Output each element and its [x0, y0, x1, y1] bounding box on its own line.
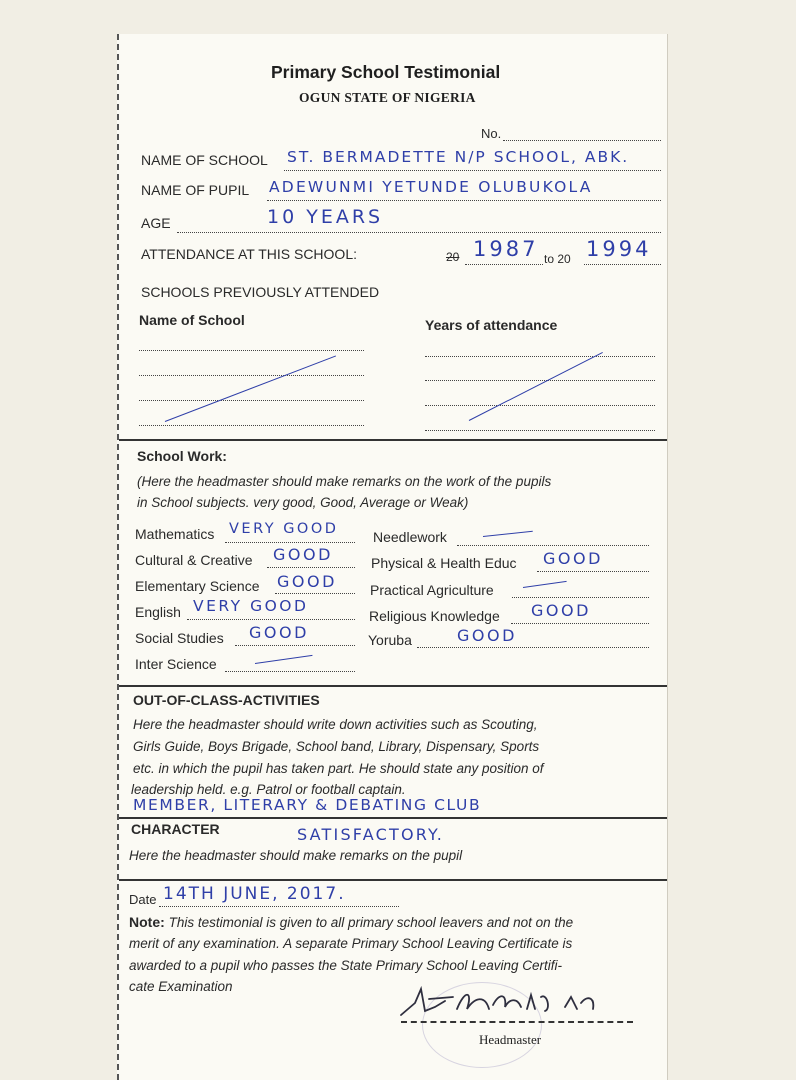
subject-social-studies-value: GOOD — [249, 623, 309, 642]
school-name-label: NAME OF SCHOOL — [141, 152, 268, 168]
previous-schools-heading: SCHOOLS PREVIOUSLY ATTENDED — [141, 284, 380, 300]
pupil-name-label: NAME OF PUPIL — [141, 182, 250, 198]
attendance-to-prefix: to 20 — [544, 252, 571, 266]
previous-years-line-2 — [425, 380, 655, 381]
school-work-instruction-2: in School subjects. very good, Good, Average or Weak) — [137, 495, 469, 510]
subject-inter-science-dash — [255, 655, 313, 664]
subject-agriculture-dash — [523, 581, 567, 588]
school-work-heading: School Work: — [137, 448, 227, 464]
school-work-instruction-1: (Here the headmaster should make remarks on the work of the pupils — [137, 474, 552, 489]
note-line-1: This testimonial is given to all primary school leavers and not on the — [168, 915, 574, 930]
activities-instruction-4: leadership held. e.g. Patrol or football captain. — [131, 782, 406, 797]
subject-elementary-science-value: GOOD — [277, 572, 337, 591]
attendance-to-value: 1994 — [586, 237, 652, 261]
previous-school-line-1 — [139, 350, 364, 351]
subject-english-label: English — [135, 604, 181, 620]
note-line-2: merit of any examination. A separate Primary School Leaving Certificate is — [129, 936, 573, 951]
date-value: 14TH JUNE, 2017. — [163, 884, 346, 904]
character-heading: CHARACTER — [131, 821, 220, 837]
subject-needlework-line — [457, 545, 649, 546]
subject-cultural-label: Cultural & Creative — [135, 552, 253, 568]
subject-inter-science-line — [225, 671, 355, 672]
attendance-from-prefix: 20 — [446, 250, 460, 264]
subject-elementary-science-label: Elementary Science — [135, 578, 260, 594]
school-name-line — [284, 170, 661, 171]
testimonial-card — [117, 34, 668, 1080]
subject-physical-label: Physical & Health Educ — [371, 555, 517, 571]
attendance-from-line — [465, 264, 543, 265]
subject-elementary-science-line — [275, 593, 355, 594]
previous-years-line-1 — [425, 356, 655, 357]
subject-english-value: VERY GOOD — [193, 597, 309, 615]
document-subtitle: OGUN STATE OF NIGERIA — [299, 90, 476, 105]
subject-mathematics-value: VERY GOOD — [229, 521, 339, 537]
activities-heading: OUT-OF-CLASS-ACTIVITIES — [133, 692, 320, 708]
age-value: 10 YEARS — [267, 206, 384, 228]
number-line — [503, 140, 661, 141]
signature-line — [401, 1021, 633, 1023]
age-label: AGE — [141, 215, 171, 231]
attendance-from-value: 1987 — [473, 237, 539, 261]
previous-school-line-4 — [139, 425, 364, 426]
attendance-label: ATTENDANCE AT THIS SCHOOL: — [141, 246, 358, 262]
headmaster-caption: Headmaster — [479, 1032, 542, 1047]
number-label: No. — [481, 126, 502, 141]
date-line — [159, 906, 399, 907]
subject-mathematics-line — [225, 542, 355, 543]
subject-agriculture-line — [512, 597, 649, 598]
previous-school-column: Name of School — [139, 312, 245, 328]
subject-yoruba-label: Yoruba — [368, 632, 412, 648]
activities-instruction-2: Girls Guide, Boys Brigade, School band, Library, Dispensary, Sports — [133, 739, 540, 754]
pupil-name-line — [267, 200, 661, 201]
note-line-3: awarded to a pupil who passes the State Primary School Leaving Certifi- — [129, 958, 562, 973]
subject-physical-line — [537, 571, 649, 572]
section-divider-2 — [119, 685, 667, 687]
previous-school-line-3 — [139, 400, 364, 401]
school-name-value: ST. BERMADETTE N/P SCHOOL, ABK. — [287, 148, 630, 166]
subject-social-studies-label: Social Studies — [135, 630, 224, 646]
note-line-4: cate Examination — [129, 979, 233, 994]
subject-english-line — [187, 619, 355, 620]
subject-social-studies-line — [235, 645, 355, 646]
previous-years-strike — [469, 352, 603, 421]
subject-religious-value: GOOD — [531, 601, 591, 620]
subject-needlework-dash — [483, 531, 533, 537]
subject-yoruba-value: GOOD — [457, 626, 517, 645]
section-divider-1 — [119, 439, 667, 441]
section-divider-3 — [119, 817, 667, 819]
previous-school-line-2 — [139, 375, 364, 376]
activities-value: MEMBER, LITERARY & DEBATING CLUB — [133, 796, 482, 814]
previous-years-column: Years of attendance — [425, 317, 558, 333]
section-divider-4 — [119, 879, 667, 881]
age-line — [177, 232, 661, 233]
previous-years-line-4 — [425, 430, 655, 431]
subject-religious-line — [511, 623, 649, 624]
subject-cultural-line — [267, 567, 355, 568]
character-instruction: Here the headmaster should make remarks on the pupil — [129, 848, 463, 863]
activities-instruction-3: etc. in which the pupil has taken part. He should state any position of — [133, 761, 544, 776]
subject-agriculture-label: Practical Agriculture — [370, 582, 494, 598]
subject-needlework-label: Needlework — [373, 529, 447, 545]
subject-religious-label: Religious Knowledge — [369, 608, 500, 624]
activities-instruction-1: Here the headmaster should write down activities such as Scouting, — [133, 717, 538, 732]
date-label: Date — [129, 892, 157, 907]
pupil-name-value: ADEWUNMI YETUNDE OLUBUKOLA — [269, 178, 593, 196]
note-label: Note: — [129, 914, 165, 930]
subject-mathematics-label: Mathematics — [135, 526, 215, 542]
subject-physical-value: GOOD — [543, 549, 603, 568]
attendance-to-line — [584, 264, 661, 265]
previous-years-line-3 — [425, 405, 655, 406]
subject-inter-science-label: Inter Science — [135, 656, 217, 672]
subject-cultural-value: GOOD — [273, 545, 333, 564]
character-value: SATISFACTORY. — [297, 825, 445, 844]
subject-yoruba-line — [417, 647, 649, 648]
document-title: Primary School Testimonial — [271, 62, 501, 82]
previous-school-strike — [165, 355, 336, 422]
